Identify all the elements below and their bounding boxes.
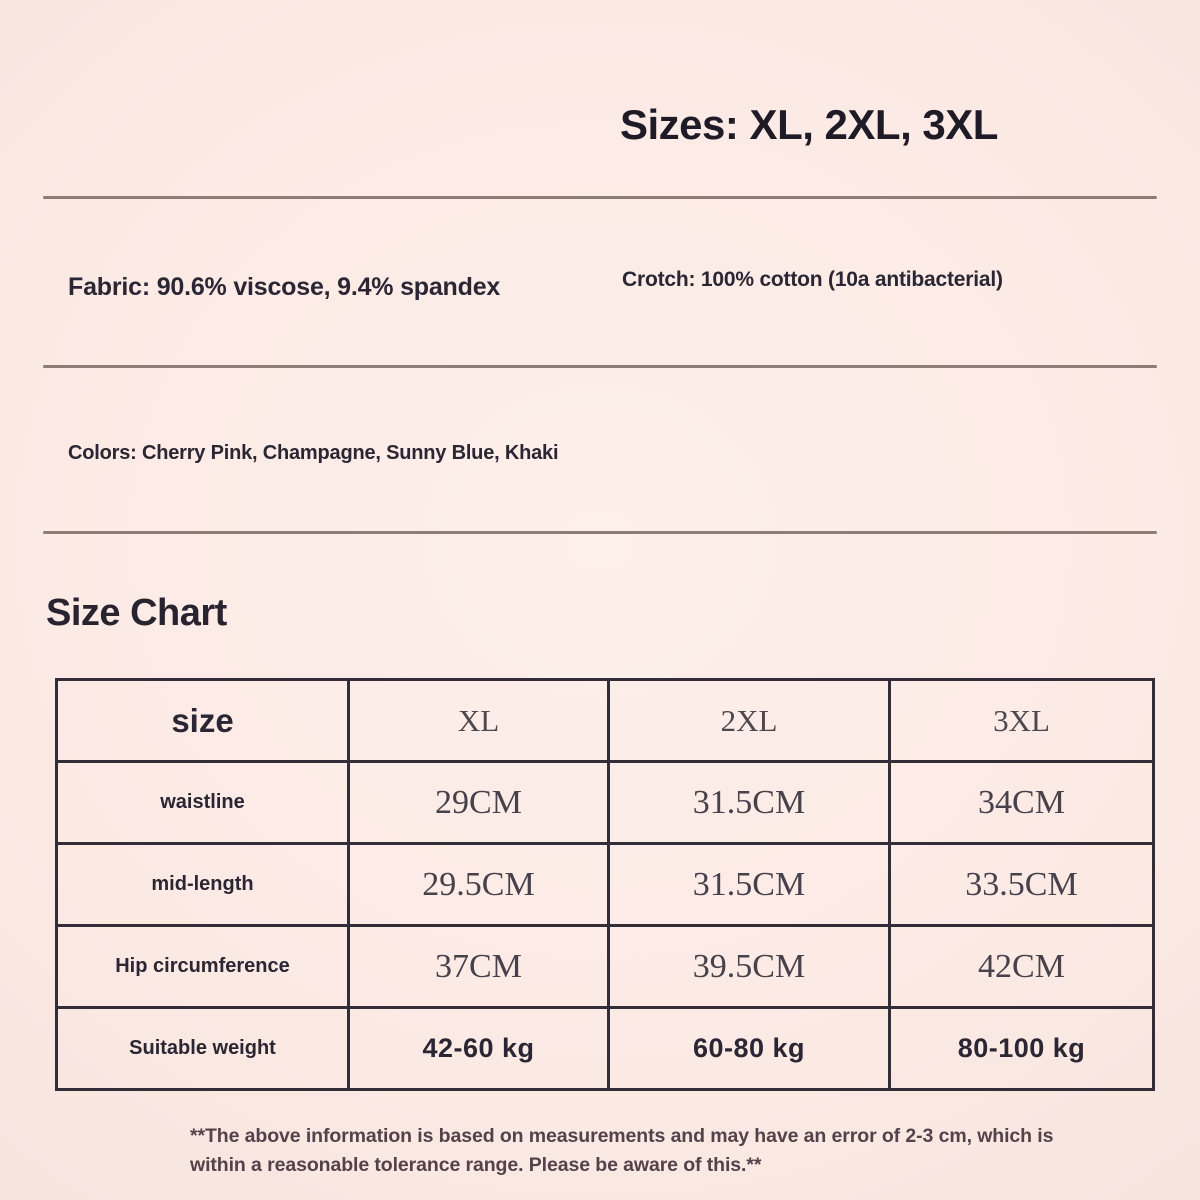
row-label-suitable-weight: Suitable weight bbox=[57, 1008, 349, 1090]
header-xl: XL bbox=[349, 680, 609, 762]
hip-3xl: 42CM bbox=[890, 926, 1154, 1008]
weight-3xl: 80-100 kg bbox=[890, 1008, 1154, 1090]
header-3xl: 3XL bbox=[890, 680, 1154, 762]
hip-2xl: 39.5CM bbox=[609, 926, 890, 1008]
mid-length-3xl: 33.5CM bbox=[890, 844, 1154, 926]
measurement-disclaimer: **The above information is based on measurements and may have an error of 2-3 cm, which is within a reasonable tolerance range. Please be aware of this.** bbox=[190, 1125, 1054, 1177]
weight-xl: 42-60 kg bbox=[349, 1008, 609, 1090]
mid-length-xl: 29.5CM bbox=[349, 844, 609, 926]
divider-middle bbox=[43, 365, 1157, 368]
size-chart-table bbox=[55, 678, 1155, 1091]
header-2xl: 2XL bbox=[609, 680, 890, 762]
divider-top bbox=[43, 196, 1157, 199]
row-label-waistline: waistline bbox=[57, 762, 349, 844]
weight-2xl: 60-80 kg bbox=[609, 1008, 890, 1090]
page-title: Sizes: XL, 2XL, 3XL bbox=[620, 101, 998, 148]
crotch-info: Crotch: 100% cotton (10a antibacterial) bbox=[622, 268, 1003, 291]
table-row-suitable-weight bbox=[57, 1008, 1154, 1090]
waistline-2xl: 31.5CM bbox=[609, 762, 890, 844]
mid-length-2xl: 31.5CM bbox=[609, 844, 890, 926]
fabric-info: Fabric: 90.6% viscose, 9.4% spandex bbox=[68, 273, 501, 301]
colors-info: Colors: Cherry Pink, Champagne, Sunny Blue, Khaki bbox=[68, 442, 559, 464]
table-row-hip-circumference bbox=[57, 926, 1154, 1008]
hip-xl: 37CM bbox=[349, 926, 609, 1008]
table-row-mid-length bbox=[57, 844, 1154, 926]
header-size: size bbox=[57, 680, 349, 762]
size-chart-heading: Size Chart bbox=[46, 592, 227, 634]
divider-bottom bbox=[43, 531, 1157, 534]
waistline-xl: 29CM bbox=[349, 762, 609, 844]
table-header-row bbox=[57, 680, 1154, 762]
row-label-hip-circumference: Hip circumference bbox=[57, 926, 349, 1008]
table-row-waistline bbox=[57, 762, 1154, 844]
waistline-3xl: 34CM bbox=[890, 762, 1154, 844]
row-label-mid-length: mid-length bbox=[57, 844, 349, 926]
